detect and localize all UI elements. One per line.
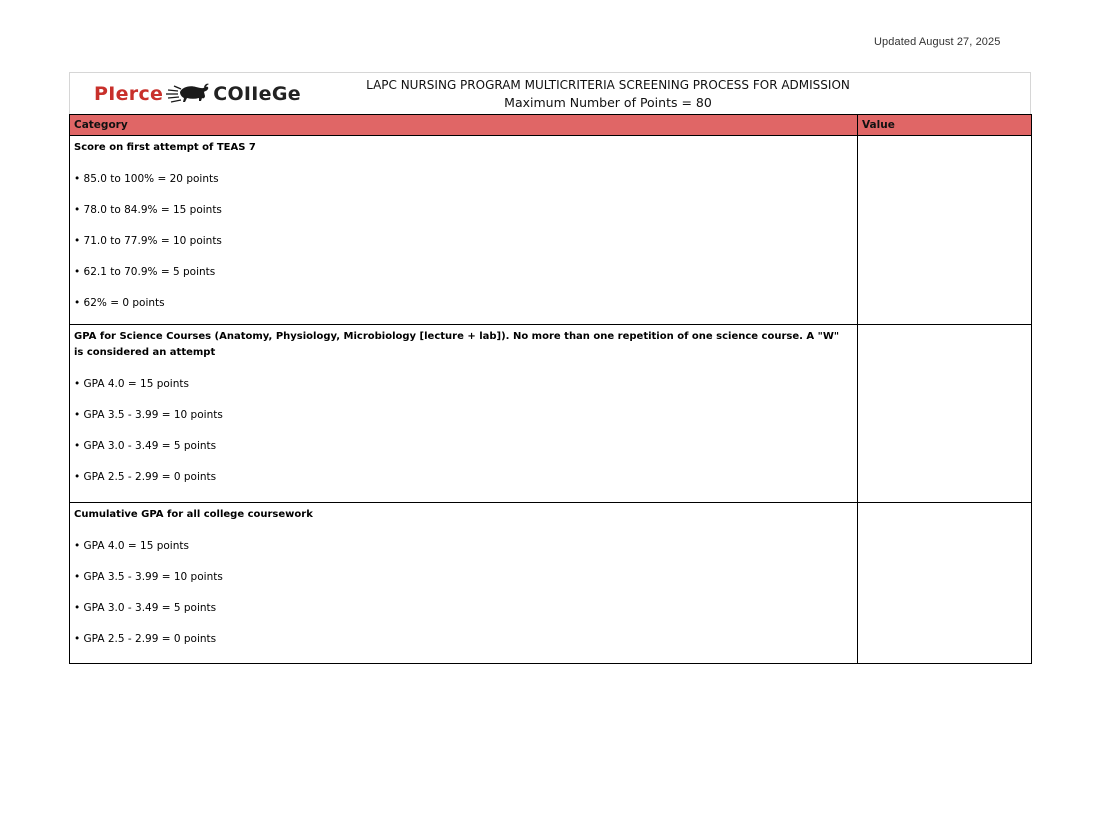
updated-date: Updated August 27, 2025 [874, 36, 1001, 48]
screening-sheet [69, 72, 1031, 664]
criterion-item: • GPA 3.0 - 3.49 = 5 points [74, 440, 217, 452]
category-title: GPA for Science Courses (Anatomy, Physiology, Microbiology [lecture + lab]). No more than one repetition of one science course. A "W" is considered an attempt [74, 331, 840, 358]
table-header-row [70, 115, 1032, 136]
value-cell[interactable] [858, 503, 1032, 664]
table-row [70, 325, 1032, 503]
criterion-item: • 62% = 0 points [74, 297, 165, 309]
table-row [70, 503, 1032, 664]
logo-word-pierce: PIerce [94, 83, 164, 105]
category-cell [70, 136, 858, 325]
logo-word-college: COIIeGe [213, 83, 301, 105]
criterion-item: • GPA 4.0 = 15 points [74, 540, 189, 552]
criteria-table [69, 114, 1032, 664]
category-cell [70, 325, 858, 503]
criterion-item: • GPA 3.5 - 3.99 = 10 points [74, 571, 223, 583]
criterion-item: • GPA 3.5 - 3.99 = 10 points [74, 409, 223, 421]
column-header-value: Value [858, 115, 1032, 136]
column-header-category: Category [70, 115, 858, 136]
title-block [69, 72, 1031, 114]
value-cell[interactable] [858, 325, 1032, 503]
criterion-item: • GPA 2.5 - 2.99 = 0 points [74, 471, 217, 483]
brahma-bull-icon [166, 80, 210, 108]
category-title: Score on first attempt of TEAS 7 [74, 142, 256, 153]
table-row [70, 136, 1032, 325]
criterion-item: • GPA 4.0 = 15 points [74, 378, 189, 390]
criterion-item: • GPA 3.0 - 3.49 = 5 points [74, 602, 217, 614]
criterion-item: • 71.0 to 77.9% = 10 points [74, 235, 222, 247]
category-title: Cumulative GPA for all college coursework [74, 509, 313, 520]
criterion-item: • GPA 2.5 - 2.99 = 0 points [74, 633, 217, 645]
category-cell [70, 503, 858, 664]
criterion-item: • 62.1 to 70.9% = 5 points [74, 266, 216, 278]
value-cell[interactable] [858, 136, 1032, 325]
criterion-item: • 85.0 to 100% = 20 points [74, 173, 219, 185]
criterion-item: • 78.0 to 84.9% = 15 points [74, 204, 222, 216]
document-title [324, 77, 892, 111]
title-line-1: LAPC NURSING PROGRAM MULTICRITERIA SCREENING PROCESS FOR ADMISSION [366, 78, 850, 92]
pierce-college-logo [94, 80, 301, 108]
title-line-2: Maximum Number of Points = 80 [504, 95, 712, 110]
